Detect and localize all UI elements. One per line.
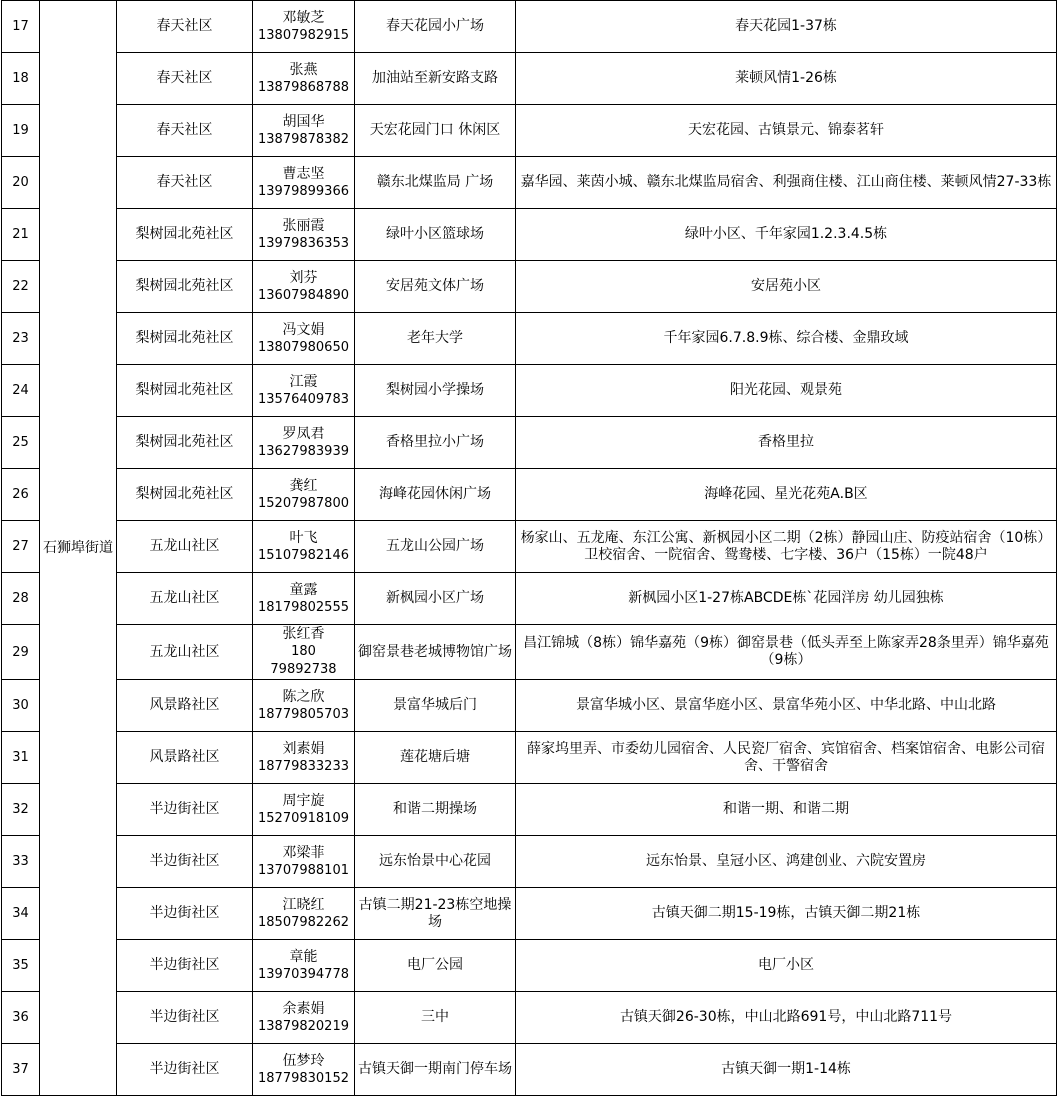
venue-name: 五龙山公园广场 [355,521,516,573]
table-row [2,157,1057,209]
table-row [2,888,1057,940]
venue-name: 三中 [355,992,516,1044]
community-name: 风景路社区 [117,680,253,732]
venue-name: 新枫园小区广场 [355,573,516,625]
contact-name: 罗凤君 [282,425,325,442]
coverage-area: 古镇天御二期15-19栋，古镇天御二期21栋 [516,888,1057,940]
contact-cell [253,784,355,836]
table-row [2,521,1057,573]
contact-name: 张丽霞 [282,217,325,234]
coverage-area: 莱顿风情1-26栋 [516,53,1057,105]
table-row [2,469,1057,521]
contact-phone: 13607984890 [258,287,349,303]
community-name: 梨树园北苑社区 [117,313,253,365]
row-number: 19 [2,105,40,157]
community-name: 五龙山社区 [117,625,253,680]
contact-name: 龚红 [289,477,318,494]
venue-name: 加油站至新安路支路 [355,53,516,105]
contact-phone: 18779830152 [258,1070,349,1086]
venue-name: 春天花园小广场 [355,1,516,53]
venue-name: 莲花塘后塘 [355,732,516,784]
contact-cell [253,469,355,521]
table-row [2,732,1057,784]
coverage-area: 绿叶小区、千年家园1.2.3.4.5栋 [516,209,1057,261]
contact-name: 童露 [289,581,318,598]
row-number: 24 [2,365,40,417]
coverage-area: 古镇天御一期1-14栋 [516,1044,1057,1096]
contact-cell [253,888,355,940]
contact-name: 伍梦玲 [282,1052,325,1069]
venue-name: 御窑景巷老城博物馆广场 [355,625,516,680]
contact-cell [253,53,355,105]
contact-cell [253,313,355,365]
table-row [2,365,1057,417]
contact-cell [253,1,355,53]
venue-name: 远东怡景中心花园 [355,836,516,888]
contact-phone: 15207987800 [258,495,349,511]
contact-cell [253,1044,355,1096]
contact-name: 胡国华 [282,113,325,130]
contact-name: 张红香 [282,626,325,642]
contact-phone: 18779805703 [258,706,349,722]
table-row [2,940,1057,992]
contact-phone: 13979836353 [258,235,349,251]
contact-cell [253,105,355,157]
coverage-area: 海峰花园、星光花苑A.B区 [516,469,1057,521]
venue-name: 安居苑文体广场 [355,261,516,313]
contact-name: 刘芬 [289,269,318,286]
community-name: 半边街社区 [117,784,253,836]
contact-phone: 13879878382 [258,131,349,147]
table-row [2,53,1057,105]
contact-name: 冯文娟 [282,321,325,338]
community-name: 梨树园北苑社区 [117,417,253,469]
contact-name: 章能 [289,948,318,965]
table-row [2,625,1057,680]
community-name: 梨树园北苑社区 [117,209,253,261]
contact-cell [253,417,355,469]
community-name: 半边街社区 [117,1044,253,1096]
contact-phone: 13807982915 [258,27,349,43]
venue-name: 古镇二期21-23栋空地操场 [355,888,516,940]
row-number: 36 [2,992,40,1044]
table-row [2,209,1057,261]
contact-cell [253,992,355,1044]
venue-name: 电厂公园 [355,940,516,992]
contact-phone: 18779833233 [258,758,349,774]
distribution-table [1,0,1057,1096]
row-number: 20 [2,157,40,209]
coverage-area: 阳光花园、观景苑 [516,365,1057,417]
venue-name: 梨树园小学操场 [355,365,516,417]
community-name: 五龙山社区 [117,521,253,573]
community-name: 半边街社区 [117,940,253,992]
table-row [2,105,1057,157]
table-row [2,573,1057,625]
contact-cell [253,573,355,625]
row-number: 27 [2,521,40,573]
venue-name: 老年大学 [355,313,516,365]
row-number: 26 [2,469,40,521]
coverage-area: 景富华城小区、景富华庭小区、景富华苑小区、中华北路、中山北路 [516,680,1057,732]
table-row [2,417,1057,469]
contact-cell [253,157,355,209]
coverage-area: 昌江锦城（8栋）锦华嘉苑（9栋）御窑景巷（低头弄至上陈家弄28条里弄）锦华嘉苑（9栋） [516,625,1057,680]
venue-name: 古镇天御一期南门停车场 [355,1044,516,1096]
contact-name: 曹志坚 [282,165,325,182]
contact-cell [253,732,355,784]
table-row [2,784,1057,836]
contact-cell [253,521,355,573]
contact-phone: 13879868788 [258,79,349,95]
table-row [2,1,1057,53]
table-row [2,313,1057,365]
community-name: 梨树园北苑社区 [117,469,253,521]
row-number: 34 [2,888,40,940]
contact-name: 刘素娟 [282,740,325,757]
venue-name: 香格里拉小广场 [355,417,516,469]
contact-phone: 13576409783 [258,391,349,407]
contact-name: 张燕 [289,61,318,78]
community-name: 春天社区 [117,157,253,209]
venue-name: 绿叶小区篮球场 [355,209,516,261]
community-name: 风景路社区 [117,732,253,784]
contact-cell [253,625,355,680]
row-number: 23 [2,313,40,365]
contact-name: 邓梁菲 [282,844,325,861]
contact-phone: 13707988101 [258,862,349,878]
row-number: 37 [2,1044,40,1096]
contact-name: 邓敏芝 [282,9,325,26]
contact-phone: 13627983939 [258,443,349,459]
table-row [2,836,1057,888]
coverage-area: 安居苑小区 [516,261,1057,313]
coverage-area: 新枫园小区1-27栋ABCDE栋`花园洋房 幼儿园独栋 [516,573,1057,625]
row-number: 35 [2,940,40,992]
contact-name: 周宇旋 [282,792,325,809]
community-name: 梨树园北苑社区 [117,261,253,313]
contact-name: 叶飞 [289,529,318,546]
coverage-area: 千年家园6.7.8.9栋、综合楼、金鼎玫域 [516,313,1057,365]
coverage-area: 和谐一期、和谐二期 [516,784,1057,836]
contact-phone: 13970394778 [258,966,349,982]
venue-name: 赣东北煤监局 广场 [355,157,516,209]
coverage-area: 春天花园1-37栋 [516,1,1057,53]
contact-name: 江霞 [289,373,318,390]
street-name: 石狮埠街道 [40,1,117,1096]
coverage-area: 古镇天御26-30栋，中山北路691号，中山北路711号 [516,992,1057,1044]
row-number: 32 [2,784,40,836]
row-number: 31 [2,732,40,784]
contact-cell [253,261,355,313]
coverage-area: 电厂小区 [516,940,1057,992]
row-number: 28 [2,573,40,625]
venue-name: 天宏花园门口 休闲区 [355,105,516,157]
row-number: 33 [2,836,40,888]
contact-phone: 13979899366 [258,183,349,199]
contact-cell [253,836,355,888]
coverage-area: 远东怡景、皇冠小区、鸿建创业、六院安置房 [516,836,1057,888]
row-number: 21 [2,209,40,261]
contact-cell [253,680,355,732]
contact-phone: 18179802555 [258,599,349,615]
coverage-area: 香格里拉 [516,417,1057,469]
coverage-area: 天宏花园、古镇景元、锦泰茗轩 [516,105,1057,157]
row-number: 17 [2,1,40,53]
table-row [2,1044,1057,1096]
contact-name: 陈之欣 [282,688,325,705]
coverage-area: 杨家山、五龙庵、东江公寓、新枫园小区二期（2栋）静园山庄、防疫站宿舍（10栋）卫校宿舍、一院宿舍、鸳鸯楼、七字楼、36户（15栋）一院48户 [516,521,1057,573]
table-row [2,992,1057,1044]
contact-phone: 13879820219 [258,1018,349,1034]
community-name: 春天社区 [117,1,253,53]
contact-phone: 180 79892738 [270,644,337,677]
community-name: 半边街社区 [117,992,253,1044]
community-name: 五龙山社区 [117,573,253,625]
row-number: 25 [2,417,40,469]
contact-phone: 15270918109 [258,810,349,826]
table-body [2,1,1057,1096]
coverage-area: 薛家坞里弄、市委幼儿园宿舍、人民瓷厂宿舍、宾馆宿舍、档案馆宿舍、电影公司宿舍、干警宿舍 [516,732,1057,784]
contact-phone: 15107982146 [258,547,349,563]
contact-cell [253,365,355,417]
contact-name: 江晓红 [282,896,325,913]
row-number: 30 [2,680,40,732]
coverage-area: 嘉华园、莱茵小城、赣东北煤监局宿舍、利强商住楼、江山商住楼、莱顿风情27-33栋 [516,157,1057,209]
community-name: 春天社区 [117,53,253,105]
contact-cell [253,209,355,261]
community-name: 半边街社区 [117,836,253,888]
venue-name: 和谐二期操场 [355,784,516,836]
contact-phone: 18507982262 [258,914,349,930]
row-number: 22 [2,261,40,313]
community-name: 梨树园北苑社区 [117,365,253,417]
community-name: 半边街社区 [117,888,253,940]
table-row [2,680,1057,732]
row-number: 18 [2,53,40,105]
contact-name: 余素娟 [282,1000,325,1017]
contact-cell [253,940,355,992]
venue-name: 海峰花园休闲广场 [355,469,516,521]
row-number: 29 [2,625,40,680]
contact-phone: 13807980650 [258,339,349,355]
venue-name: 景富华城后门 [355,680,516,732]
community-name: 春天社区 [117,105,253,157]
table-row [2,261,1057,313]
